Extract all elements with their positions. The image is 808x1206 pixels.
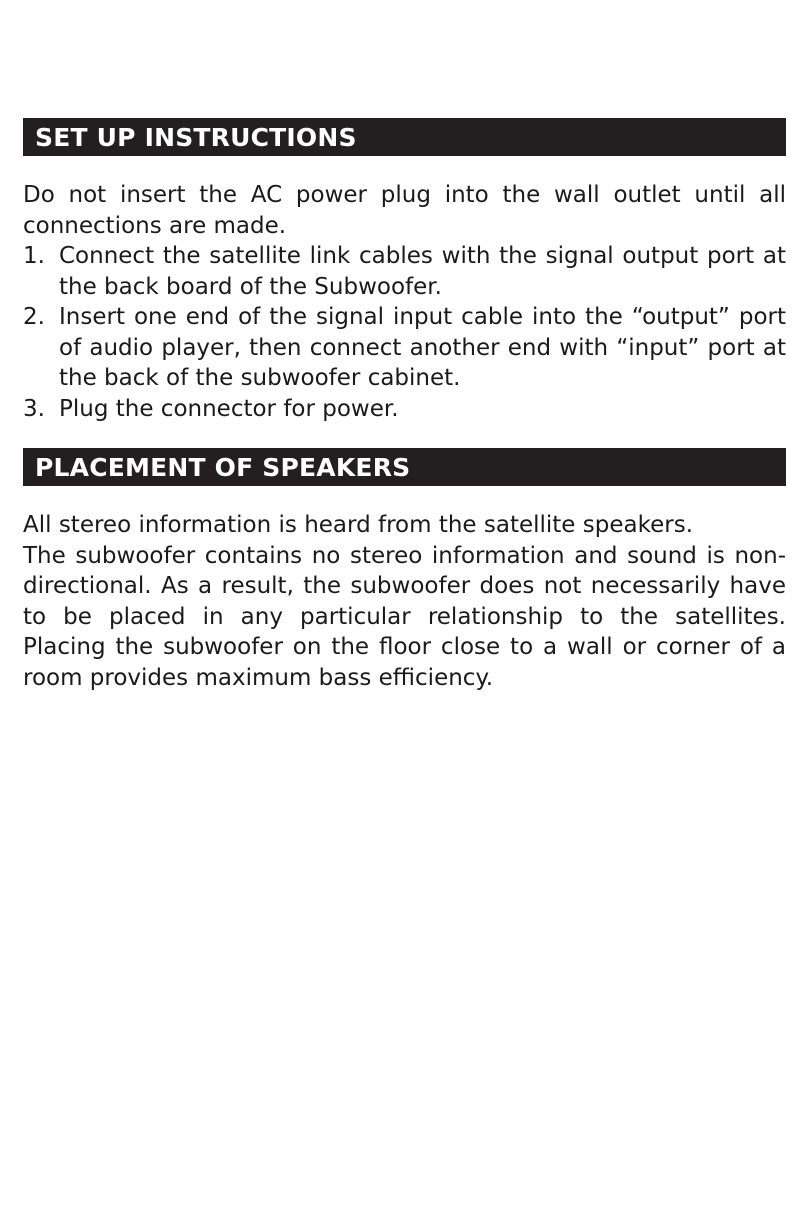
step-number: 3. <box>23 395 45 422</box>
placement-of-speakers-heading <box>23 448 786 486</box>
setup-step-3 <box>23 394 786 425</box>
setup-steps-list <box>23 241 786 424</box>
placement-body <box>23 510 786 693</box>
step-text: Connect the satellite link cables with the signal output port at the back board of the Subwoofer. <box>59 243 786 300</box>
step-number: 1. <box>23 243 45 269</box>
step-text: Plug the connector for power. <box>59 395 399 422</box>
setup-intro-text: Do not insert the AC power plug into the wall outlet until all connections are made. <box>23 182 786 239</box>
placement-paragraph: The subwoofer contains no stereo information and sound is non-directional. As a result, the subwoofer does not necessarily have to be placed in any particular relationship to the satellites. Placing the subwoofer on the floor close to a wall or corner of a room provides maximum bass efficiency. <box>23 542 786 691</box>
setup-step-1 <box>23 241 786 302</box>
manual-page <box>23 118 786 693</box>
setup-heading-text: SET UP INSTRUCTIONS <box>35 122 357 152</box>
placement-heading-text: PLACEMENT OF SPEAKERS <box>35 452 411 482</box>
step-number: 2. <box>23 304 45 330</box>
placement-line-1: All stereo information is heard from the satellite speakers. <box>23 512 693 538</box>
setup-instructions-heading <box>23 118 786 156</box>
setup-step-2 <box>23 302 786 394</box>
step-text: Insert one end of the signal input cable into the “output” port of audio player, then connect another end with “input” port at the back of the subwoofer cabinet. <box>59 304 786 391</box>
